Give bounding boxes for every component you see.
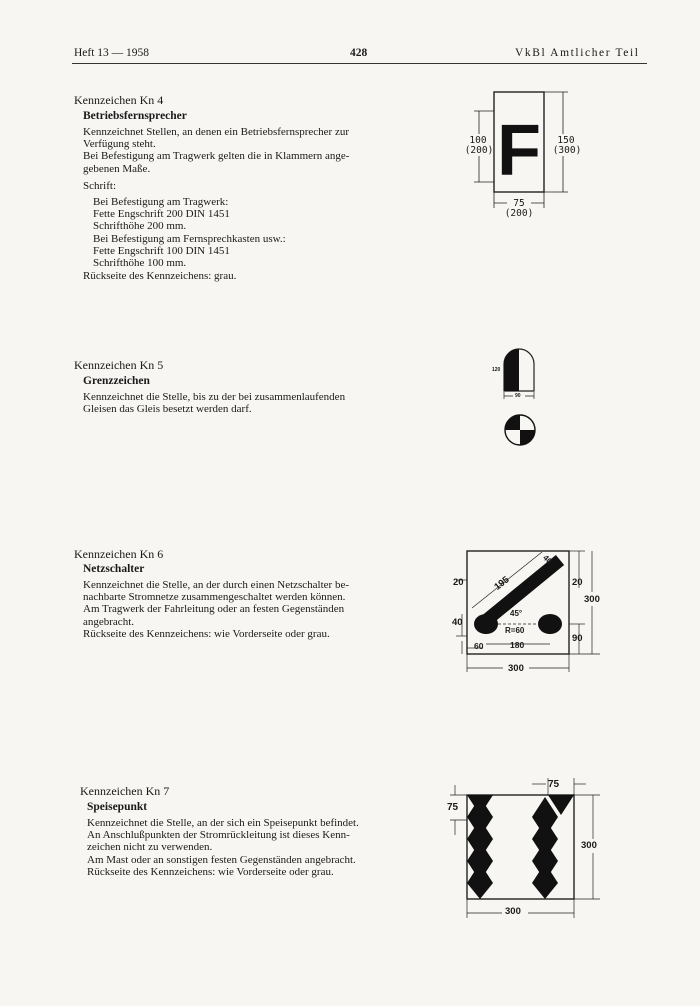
kn6-description bbox=[83, 579, 349, 640]
diamond bbox=[467, 863, 493, 899]
kn4-back-text: Rückseite des Kennzeichens: grau. bbox=[83, 270, 237, 282]
text-line: Bei Befestigung am Fernsprechkasten usw.: bbox=[93, 233, 286, 245]
kn5-dim-120: 120 bbox=[492, 367, 501, 373]
text-line: Rückseite des Kennzeichens: wie Vorderseite oder grau. bbox=[83, 627, 330, 640]
text-line: Schrifthöhe 200 mm. bbox=[93, 220, 187, 233]
switch-contact-left bbox=[474, 614, 498, 634]
text-line: Kennzeichnet die Stelle, an der durch einen Netzschalter be- bbox=[83, 579, 350, 591]
kn4-subtitle: Betriebsfernsprecher bbox=[83, 110, 187, 122]
text-line: gebenen Maße. bbox=[83, 162, 151, 175]
kn6-dim-180: 180 bbox=[510, 640, 525, 650]
kn4-schrift-kasten bbox=[93, 233, 286, 270]
kn4-dim-200-bottom: (200) bbox=[504, 208, 534, 219]
disc-quadrant-br bbox=[520, 430, 535, 445]
text-line: Am Tragwerk der Fahrleitung oder an festen Gegenständen bbox=[83, 603, 345, 616]
kn4-dim-150: 150 bbox=[557, 135, 575, 146]
text-line: nachbarte Stromnetze zusammengeschaltet werden können. bbox=[83, 591, 346, 604]
kn4-title: Kennzeichen Kn 4 bbox=[74, 93, 164, 107]
kn4-schrift-tragwerk bbox=[93, 196, 230, 233]
kn6-dim-20-right: 20 bbox=[572, 577, 583, 588]
text-line: Kennzeichnet die Stelle, bis zu der bei zusammenlaufenden bbox=[83, 391, 346, 403]
diamond-column-right bbox=[532, 795, 574, 899]
kn6-dim-r60: R=60 bbox=[505, 626, 525, 635]
kn7-dim-75-left: 75 bbox=[447, 802, 459, 813]
kn6-dim-45: 45° bbox=[510, 609, 523, 618]
kn6-dim-40-left: 40 bbox=[452, 617, 463, 628]
kn6-dim-300-bottom: 300 bbox=[508, 663, 524, 674]
kn4-dim-300: (300) bbox=[552, 145, 582, 156]
kn4-dim-200: (200) bbox=[464, 145, 494, 156]
text-line: Schrifthöhe 100 mm. bbox=[93, 257, 187, 270]
kn5-description bbox=[83, 391, 345, 415]
diamond bbox=[532, 863, 558, 899]
kn4-dim-75: 75 bbox=[513, 198, 525, 209]
kn6-dim-40-diag: 40 bbox=[541, 553, 554, 566]
kn4-schrift-label: Schrift: bbox=[83, 180, 116, 192]
text-line: Kennzeichnet Stellen, an denen ein Betriebsfernsprecher zur bbox=[83, 126, 350, 138]
kn7-title: Kennzeichen Kn 7 bbox=[80, 784, 170, 798]
text-line: Bei Befestigung am Tragwerk: bbox=[93, 196, 229, 208]
kn7-dim-75-top: 75 bbox=[548, 779, 560, 790]
kn5-dim-90: 90 bbox=[515, 393, 521, 399]
header-rule bbox=[72, 63, 647, 64]
switch-contact-right bbox=[538, 614, 562, 634]
kn7-subtitle: Speisepunkt bbox=[87, 801, 148, 813]
sign-letter: F bbox=[497, 111, 541, 191]
kn5-title: Kennzeichen Kn 5 bbox=[74, 358, 164, 372]
text-line: Kennzeichnet die Stelle, an der sich ein Speisepunkt befindet. bbox=[87, 817, 359, 829]
kn6-dim-90: 90 bbox=[572, 633, 583, 644]
text-line: Gleisen das Gleis besetzt werden darf. bbox=[83, 403, 252, 416]
running-header-left: Heft 13 — 1958 bbox=[74, 47, 150, 59]
text-line: angebracht. bbox=[83, 615, 134, 628]
kn6-title: Kennzeichen Kn 6 bbox=[74, 547, 164, 561]
kn6-dim-300-right: 300 bbox=[584, 594, 600, 605]
text-line: Am Mast oder an sonstigen festen Gegenständen angebracht. bbox=[87, 853, 356, 866]
page-number: 428 bbox=[350, 47, 368, 59]
kn4-description bbox=[83, 126, 349, 175]
kn5-subtitle: Grenzzeichen bbox=[83, 375, 150, 387]
text-line: Fette Engschrift 200 DIN 1451 bbox=[93, 208, 230, 221]
text-line: Rückseite des Kennzeichens: wie Vorderseite oder grau. bbox=[87, 865, 334, 878]
running-header-right: VkBl Amtlicher Teil bbox=[515, 47, 640, 59]
kn6-dim-195: 195 bbox=[492, 574, 512, 593]
kn4-dim-100: 100 bbox=[469, 135, 487, 146]
kn7-dim-300-right: 300 bbox=[581, 840, 597, 851]
text-line: Verfügung steht. bbox=[83, 138, 156, 151]
kn6-sign-figure bbox=[440, 540, 610, 680]
text-line: Fette Engschrift 100 DIN 1451 bbox=[93, 245, 230, 258]
disc-quadrant-tl bbox=[505, 415, 520, 430]
kn7-dim-300-bottom: 300 bbox=[505, 906, 521, 917]
text-line: zeichen nicht zu verwenden. bbox=[87, 841, 213, 854]
kn6-dim-20-left: 20 bbox=[453, 577, 464, 588]
kn6-dim-60: 60 bbox=[474, 641, 484, 651]
text-line: Bei Befestigung am Tragwerk gelten die in Klammern ange- bbox=[83, 150, 350, 163]
diamond-column-left bbox=[467, 795, 493, 899]
kn7-description bbox=[87, 817, 359, 878]
text-line: An Anschlußpunkten der Stromrückleitung ist dieses Kenn- bbox=[87, 829, 350, 842]
kn6-subtitle: Netzschalter bbox=[83, 563, 145, 575]
